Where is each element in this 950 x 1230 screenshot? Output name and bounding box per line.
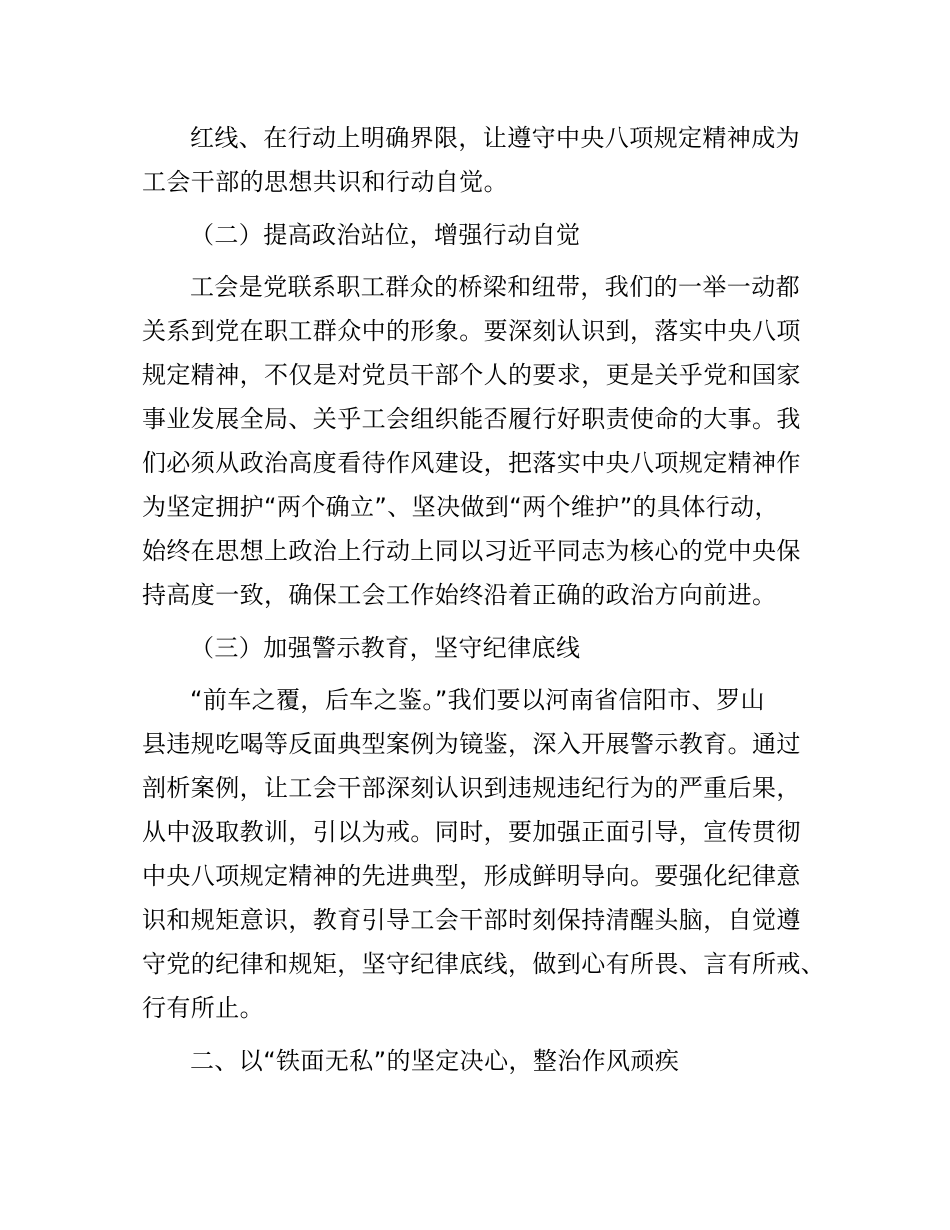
text-line: 从中汲取教训，引以为戒。同时，要加强正面引导，宣传贯彻 [142,818,801,846]
text-line: 红线、在行动上明确界限，让遵守中央八项规定精神成为 [190,124,800,152]
section-heading: 二、以“铁面无私”的坚定决心，整治作风顽疾 [190,1047,680,1075]
text-line: “前车之覆，后车之鉴。”我们要以河南省信阳市、罗山 [190,686,765,714]
section-heading: （二）提高政治站位，增强行动自觉 [190,221,581,249]
text-line: 为坚定拥护“两个确立”、坚决做到“两个维护”的具体行动， [142,493,779,521]
text-line: 始终在思想上政治上行动上同以习近平同志为核心的党中央保 [142,537,801,565]
text-line: 持高度一致，确保工会工作始终沿着正确的政治方向前进。 [142,581,777,609]
section-heading: （三）加强警示教育，坚守纪律底线 [190,634,581,662]
text-line: 工会干部的思想共识和行动自觉。 [142,168,508,196]
text-line: 事业发展全局、关乎工会组织能否履行好职责使命的大事。我 [142,405,801,433]
text-line: 守党的纪律和规矩，坚守纪律底线，做到心有所畏、言有所戒、 [142,950,826,978]
text-line: 关系到党在职工群众中的形象。要深刻认识到，落实中央八项 [142,317,801,345]
text-line: 识和规矩意识，教育引导工会干部时刻保持清醒头脑，自觉遵 [142,906,801,934]
text-line: 行有所止。 [142,994,264,1022]
text-line: 中央八项规定精神的先进典型，形成鲜明导向。要强化纪律意 [142,862,801,890]
text-line: 工会是党联系职工群众的桥梁和纽带，我们的一举一动都 [190,273,800,301]
text-line: 县违规吃喝等反面典型案例为镜鉴，深入开展警示教育。通过 [142,730,801,758]
text-line: 规定精神，不仅是对党员干部个人的要求，更是关乎党和国家 [142,361,801,389]
text-line: 们必须从政治高度看待作风建设，把落实中央八项规定精神作 [142,449,801,477]
text-line: 剖析案例，让工会干部深刻认识到违规违纪行为的严重后果， [142,774,801,802]
